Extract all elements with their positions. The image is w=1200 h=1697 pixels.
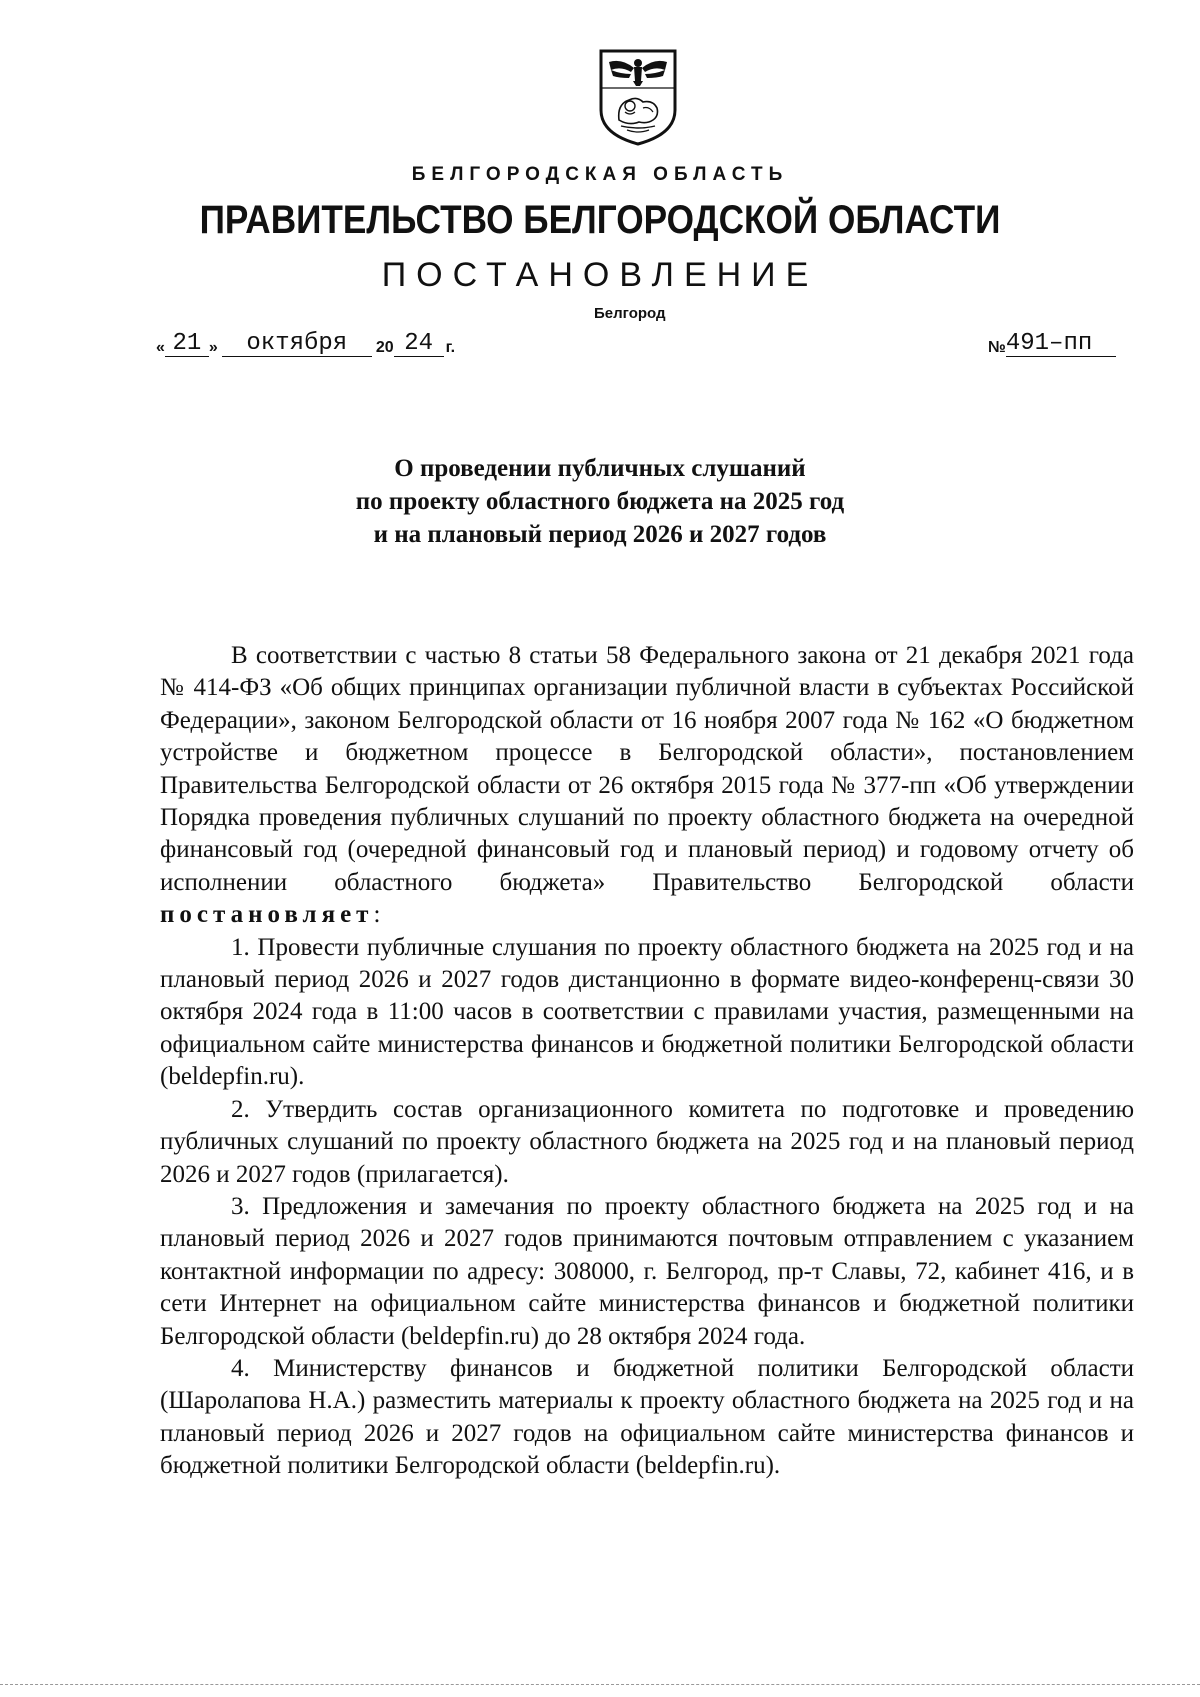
date-year-mark: г. [445, 339, 456, 356]
government-heading: ПРАВИТЕЛЬСТВО БЕЛГОРОДСКОЙ ОБЛАСТИ [199, 198, 1001, 242]
document-number-line [988, 332, 1116, 357]
title-line-2: по проекту областного бюджета на 2025 год [355, 488, 845, 515]
date-year-suffix: 24 [394, 332, 444, 357]
date-day: 21 [165, 332, 209, 357]
preamble-text: В соответствии с частью 8 статьи 58 Федерального закона от 21 декабря 2021 года № 414-ФЗ «Об общих принципах организации публичной власти в субъектах Российской Федерации», законом Белгородской области от 16 ноября 2007 года № 162 «О бюджетном устройстве и бюджетном процессе в Белгородской области», постановлением Правительства Белгородской области от 26 октября 2015 года № 377-пп «Об утверждении Порядка проведения публичных слушаний по проекту областного бюджета на очередной финансовый год (очередной финансовый год и плановый период) и годовому отчету об исполнении областного бюджета» Правительство Белгородской области [160, 642, 1134, 896]
document-type-heading: ПОСТАНОВЛЕНИЕ [381, 256, 819, 294]
date-line [156, 332, 455, 357]
item-3-paragraph: 3. Предложения и замечания по проекту областного бюджета на 2025 год и на плановый период 2026 и 2027 годов принимаются почтовым отправлением с указанием контактной информации по адресу: 308000, г. Белгород, пр-т Славы, 72, кабинет 416, и в сети Интернет на официальном сайте министерства финансов и бюджетной политики Белгородской области (beldepfin.ru) до 28 октября 2024 года. [160, 1192, 1134, 1350]
item-1-paragraph: 1. Провести публичные слушания по проекту областного бюджета на 2025 год и на плановый период 2026 и 2027 годов дистанционно в формате видео-конференц-связи 30 октября 2024 года в 11:00 часов в соответствии с правилами участия, размещенными на официальном сайте министерства финансов и бюджетной политики Белгородской области (beldepfin.ru). [160, 933, 1134, 1091]
title-line-1: О проведении публичных слушаний [394, 455, 806, 482]
resolves-colon: : [373, 901, 381, 929]
item-4-paragraph: 4. Министерству финансов и бюджетной политики Белгородской области (Шаролапова Н.А.) разместить материалы к проекту областного бюджета на 2025 год и на плановый период 2026 и 2027 годов на официальном сайте министерства финансов и бюджетной политики Белгородской области (beldepfin.ru). [160, 1354, 1134, 1480]
coat-of-arms-emblem [597, 48, 679, 146]
date-close-quote: » [208, 339, 218, 356]
region-heading: БЕЛГОРОДСКАЯ ОБЛАСТЬ [411, 164, 789, 185]
date-year-prefix: 20 [375, 339, 394, 356]
document-title [0, 452, 1200, 551]
page-bottom-edge [0, 1684, 1200, 1685]
document-number: 491–пп [1006, 332, 1116, 357]
date-month: октября [222, 332, 372, 357]
number-mark: № [988, 339, 1006, 356]
resolves-word: постановляет [160, 901, 374, 929]
document-body [160, 640, 1134, 1483]
item-2-paragraph: 2. Утвердить состав организационного комитета по подготовке и проведению публичных слушаний по проекту областного бюджета на 2025 год и на плановый период 2026 и 2027 годов (прилагается). [160, 1095, 1134, 1188]
city-label: Белгород [594, 305, 666, 322]
date-open-quote: « [156, 339, 165, 356]
title-line-3: и на плановый период 2026 и 2027 годов [373, 521, 827, 548]
preamble-paragraph [160, 640, 1134, 932]
